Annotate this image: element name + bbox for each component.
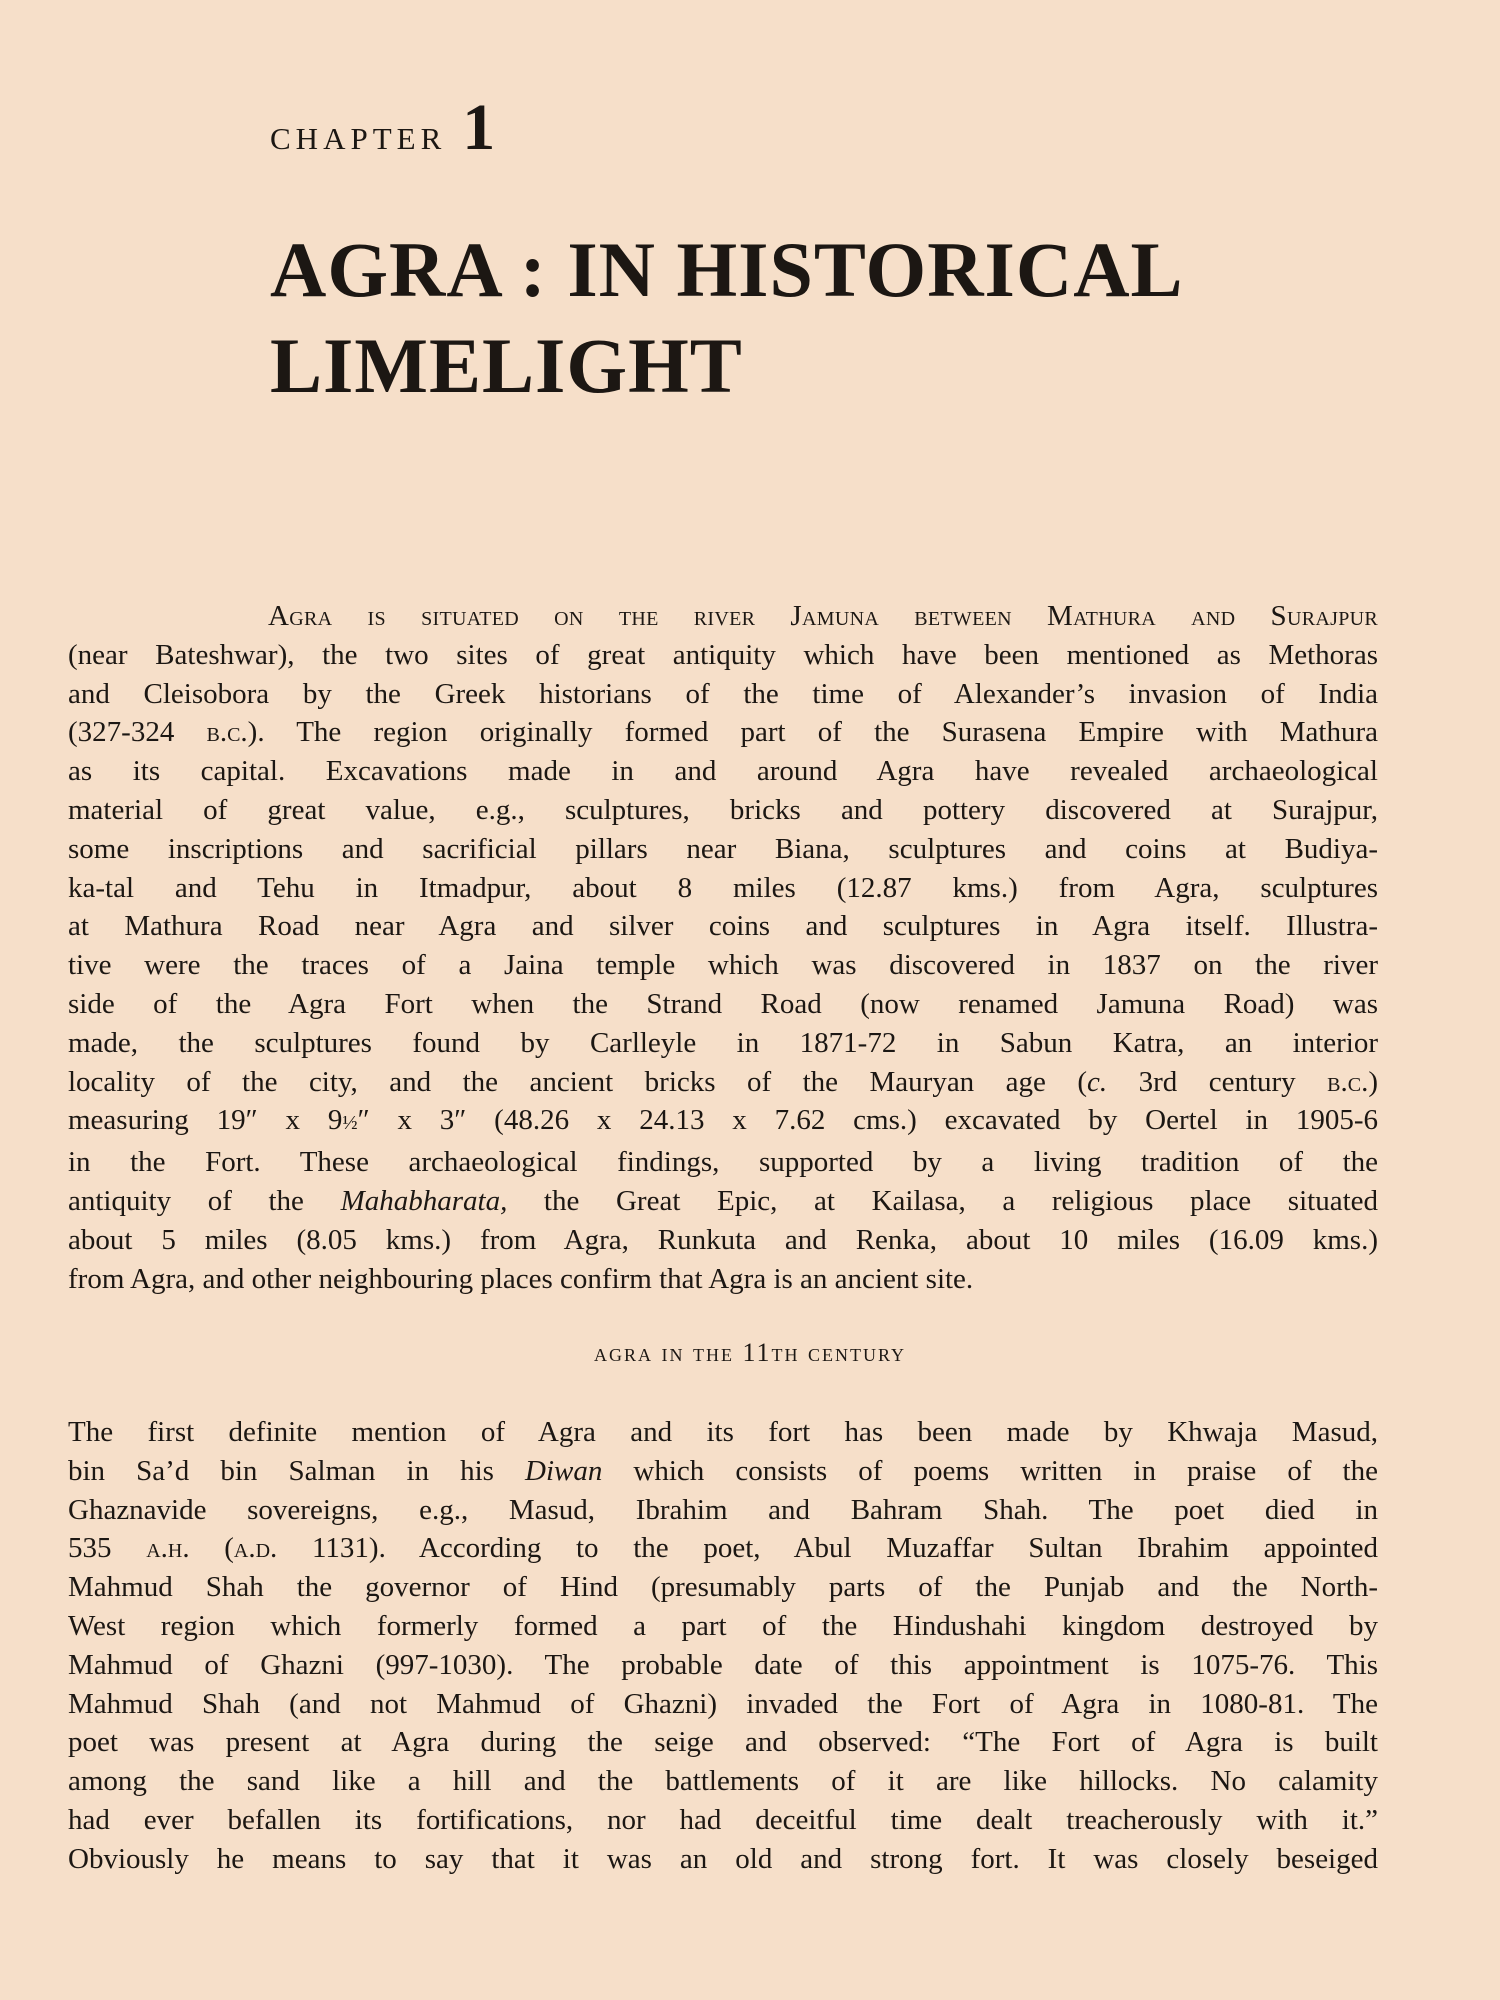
text-span: antiquity of the <box>68 1184 341 1217</box>
italic-title: Mahabharata, <box>340 1184 508 1217</box>
text-line: poet was present at Agra during the seige and observed: “The Fort of Agra is built <box>68 1726 1378 1759</box>
text-line: among the sand like a hill and the battlements of it are like hillocks. No calamity <box>68 1765 1378 1798</box>
fraction: ½ <box>342 1112 358 1135</box>
text-span: ). The region originally formed part of the Surasena Empire with Mathura <box>247 716 1378 749</box>
era-abbreviation: b.c. <box>1327 1065 1369 1098</box>
text-line: as its capital. Excavations made in and around Agra have revealed archaeological <box>68 755 1378 788</box>
text-span: measuring 19″ x 9 <box>68 1104 343 1137</box>
text-line: side of the Agra Fort when the Strand Road (now renamed Jamuna Road) was <box>68 987 1378 1020</box>
text-span: bin Sa’d bin Salman in his <box>68 1454 526 1487</box>
section-heading: agra in the 11th century <box>593 1338 907 1367</box>
text-span: the Great Epic, at Kailasa, a religious place situated <box>507 1184 1379 1217</box>
chapter-title-line-1: AGRA : IN HISTORICAL <box>270 226 1184 313</box>
paragraph-1-lead: Agra is situated on the river Jamuna between Mathura and Surajpur <box>268 600 1378 632</box>
text-line <box>68 1063 1378 1102</box>
text-line: (near Bateshwar), the two sites of great antiquity which have been mentioned as Methoras <box>68 638 1378 671</box>
text-line: made, the sculptures found by Carlleyle in 1871-72 in Sabun Katra, an interior <box>68 1026 1378 1059</box>
text-line <box>68 1529 1378 1568</box>
era-abbreviation: b.c. <box>206 716 248 749</box>
chapter-label <box>270 91 496 164</box>
text-span: ″ x 3″ (48.26 x 24.13 x 7.62 cms.) excavated by Oertel in 1905-6 <box>357 1104 1378 1137</box>
paragraph-1 <box>68 597 1378 1298</box>
era-abbreviation: a.h. <box>146 1532 190 1565</box>
text-line <box>68 1452 1378 1491</box>
text-span: (327-324 <box>68 716 207 749</box>
text-line: Ghaznavide sovereigns, e.g., Masud, Ibrahim and Bahram Shah. The poet died in <box>68 1493 1378 1526</box>
circa-abbreviation: c. <box>1087 1065 1108 1098</box>
text-line: and Cleisobora by the Greek historians of the time of Alexander’s invasion of India <box>68 677 1378 710</box>
text-line: about 5 miles (8.05 kms.) from Agra, Runkuta and Renka, about 10 miles (16.09 kms.) <box>68 1223 1378 1256</box>
text-line: Mahmud Shah (and not Mahmud of Ghazni) invaded the Fort of Agra in 1080-81. The <box>68 1687 1378 1720</box>
text-line: Mahmud of Ghazni (997-1030). The probable date of this appointment is 1075-76. This <box>68 1648 1378 1681</box>
text-line: Mahmud Shah the governor of Hind (presumably parts of the Punjab and the North- <box>68 1571 1378 1604</box>
text-line: some inscriptions and sacrificial pillars near Biana, sculptures and coins at Budiya- <box>68 832 1378 865</box>
text-line: West region which formerly formed a part of the Hindushahi kingdom destroyed by <box>68 1609 1378 1642</box>
text-span: ( <box>189 1532 234 1565</box>
text-line: had ever befallen its fortifications, nor had deceitful time dealt treacherously with it.” <box>68 1803 1378 1836</box>
text-line: tive were the traces of a Jaina temple which was discovered in 1837 on the river <box>68 949 1378 982</box>
text-line <box>68 713 1378 752</box>
text-span: locality of the city, and the ancient bricks of the Mauryan age ( <box>68 1065 1088 1098</box>
text-span: 535 <box>68 1532 147 1565</box>
text-span: 1131). According to the poet, Abul Muzaffar Sultan Ibrahim appointed <box>277 1532 1378 1565</box>
text-line: in the Fort. These archaeological findings, supported by a living tradition of the <box>68 1146 1378 1179</box>
text-span: ) <box>1368 1065 1378 1098</box>
text-line: Obviously he means to say that it was an old and strong fort. It was closely beseiged <box>68 1842 1378 1875</box>
italic-title: Diwan <box>525 1454 603 1487</box>
text-span: 3rd century <box>1107 1065 1328 1098</box>
chapter-title <box>270 222 1370 414</box>
text-line: material of great value, e.g., sculptures, bricks and pottery discovered at Surajpur, <box>68 793 1378 826</box>
chapter-title-line-2: LIMELIGHT <box>270 322 743 409</box>
text-line: ka-tal and Tehu in Itmadpur, about 8 miles (12.87 kms.) from Agra, sculptures <box>68 871 1378 904</box>
text-line: at Mathura Road near Agra and silver coins and sculptures in Agra itself. Illustra- <box>68 910 1378 943</box>
text-span: which consists of poems written in praise of the <box>602 1454 1378 1487</box>
era-abbreviation: a.d. <box>233 1532 278 1565</box>
text-line <box>68 1101 1378 1143</box>
text-line: The first definite mention of Agra and its fort has been made by Khwaja Masud, <box>68 1416 1378 1448</box>
text-line <box>68 1182 1378 1221</box>
paragraph-2 <box>68 1413 1378 1879</box>
chapter-number: 1 <box>462 91 496 164</box>
text-line: from Agra, and other neighbouring places confirm that Agra is an ancient site. <box>68 1262 974 1295</box>
chapter-word: CHAPTER <box>270 121 447 156</box>
